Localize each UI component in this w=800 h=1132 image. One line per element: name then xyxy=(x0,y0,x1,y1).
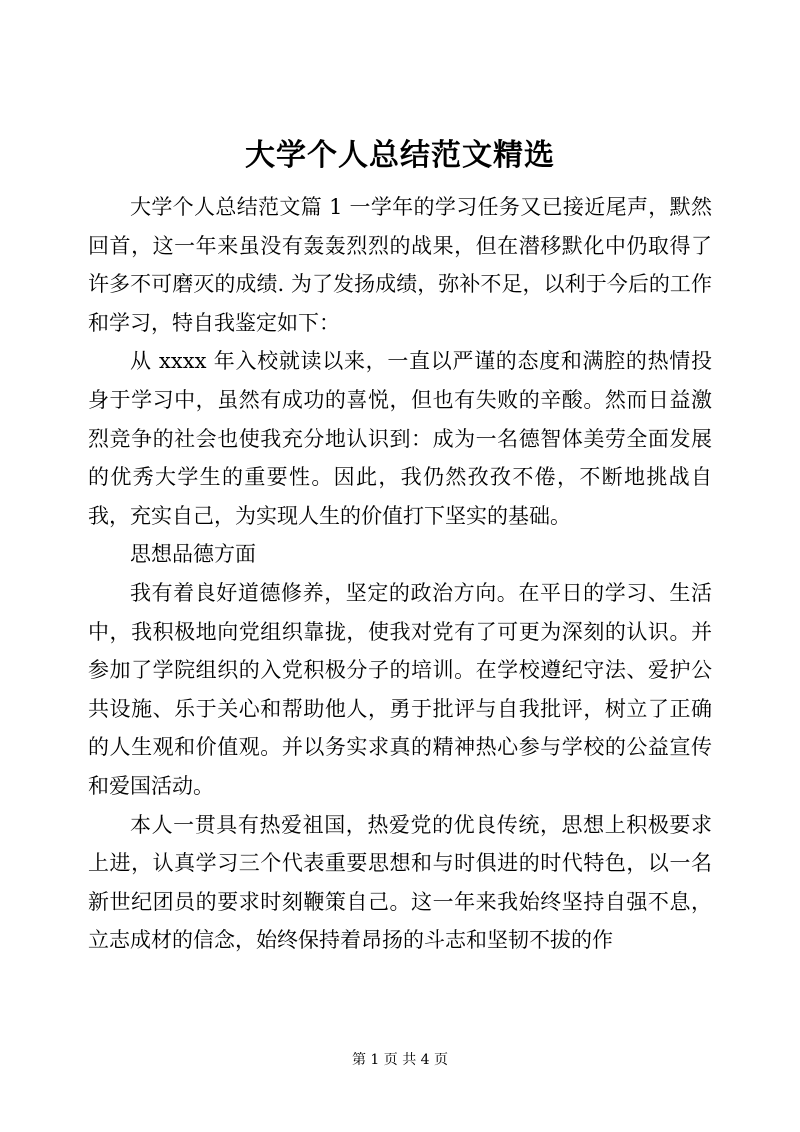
paragraph-intro: 大学个人总结范文篇 1 一学年的学习任务又已接近尾声，默然回首，这一年来虽没有轰轰烈烈的战果，但在潜移默化中仍取得了许多不可磨灭的成绩. 为了发扬成绩，弥补不足，以利于今后的工作和学习，特自我鉴定如下： xyxy=(88,195,712,335)
document-title: 大学个人总结范文精选 xyxy=(245,138,555,173)
page-number-footer: 第 1 页 共 4 页 xyxy=(351,1052,449,1068)
section-heading-morality: 思想品德方面 xyxy=(130,542,256,567)
document-body xyxy=(88,188,712,960)
paragraph-morality: 我有着良好道德修养，坚定的政治方向。在平日的学习、生活中，我积极地向党组织靠拢，使我对党有了可更为深刻的认识。并参加了学院组织的入党积极分子的培训。在学校遵纪守法、爱护公共设施、乐于关心和帮助他人，勇于批评与自我批评，树立了正确的人生观和价值观。并以务实求真的精神热心参与学校的公益宣传和爱国活动。 xyxy=(88,580,712,798)
paragraph-study: 从 xxxx 年入校就读以来，一直以严谨的态度和满腔的热情投身于学习中，虽然有成功的喜悦，但也有失败的辛酸。然而日益激烈竞争的社会也使我充分地认识到：成为一名德智体美劳全面发展的优秀大学生的重要性。因此，我仍然孜孜不倦，不断地挑战自我，充实自己，为实现人生的价值打下坚实的基础。 xyxy=(88,349,712,528)
paragraph-patriotism: 本人一贯具有热爱祖国，热爱党的优良传统，思想上积极要求上进，认真学习三个代表重要思想和与时俱进的时代特色，以一名新世纪团员的要求时刻鞭策自己。这一年来我始终坚持自强不息，立志成材的信念，始终保持着昂扬的斗志和坚韧不拔的作 xyxy=(88,812,712,953)
